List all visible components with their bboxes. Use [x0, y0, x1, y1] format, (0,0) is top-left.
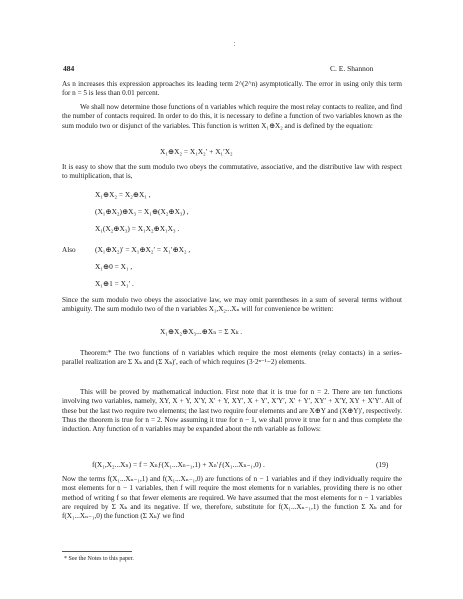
paragraph-3: It is easy to show that the sum modulo two obeys the commutative, associative, and the distributive law with respect to multiplication, that is, — [62, 163, 402, 181]
equation-expansion: f(X₁,X₂...Xₙ) = f = Xₙƒ(X₁...Xₙ₋₁,1) + Xₙ′ƒ(X₁...Xₙ₋₁,0) . — [92, 460, 265, 469]
scan-specks — [234, 40, 236, 48]
also-label: Also — [62, 246, 76, 254]
equation-distributive: X₁(X₂⊕X₃) = X₁X₂⊕X₁X₃ . — [95, 224, 180, 233]
paragraph-proof: This will be proved by mathematical induction. First note that it is true for n = 2. There are ten functions involving two variables, namely, XY, X + Y, X′Y, X′ + Y, XY′, X + Y′, X′Y′, X′ + Y′, XY′ + X′Y, XY + X′Y′. All of these but the last two require two elements; the last two require four elements and are X⊕Y and (X⊕Y)′, respectively. Thus the theorem is true for n = 2. Now assuming it true for n − 1, we shall prove it true for n and thus complete the induction. Any function of n variables may be expanded about the nth variable as follows: — [62, 388, 403, 434]
equation-associative: (X₁⊕X₂)⊕X₃ = X₁⊕(X₂⊕X₃) , — [95, 207, 189, 216]
paragraph-final: Now the terms f(X₁...Xₙ₋₁,1) and f(X₁...Xₙ₋₁,0) are functions of n − 1 variables and if they individually require the most elements for n − 1 variables, then f will require the most elements for n variables, providing there is no other method of writing f so that fewer elements are required. We have assumed that the most elements for n − 1 variables are required by Σ Xₖ and its negative. If we, therefore, substitute for f(X₁...Xₙ₋₁,1) the function Σ Xₖ and for f(X₁...Xₙ₋₁,0) the function (Σ Xₖ)′ we find — [62, 475, 402, 521]
equation-nsum: X₁⊕X₂⊕X₃...⊕Xₙ = Σ Xₖ . — [160, 327, 243, 336]
equation-number: (19) — [376, 460, 389, 469]
running-head-author: C. E. Shannon — [330, 64, 374, 73]
equation-commutative: X₁⊕X₂ = X₂⊕X₁ , — [95, 190, 151, 199]
page-number: 484 — [63, 64, 75, 73]
footnote: * See the Notes to this paper. — [64, 556, 134, 562]
equation-definition: X₁⊕X₂ = X₁X₂′ + X₁′X₂ — [160, 147, 233, 156]
paragraph-4: Since the sum modulo two obeys the associative law, we may omit parentheses in a sum of several terms without ambiguity. The sum modulo two of the n variables X₁,X₂...Xₙ will for convenience be written: — [62, 296, 402, 314]
equation-negation: (X₁⊕X₂)′ = X₁⊕X₂′ = X₁′⊕X₂ , — [95, 245, 191, 254]
theorem-paragraph: Theorem:* The two functions of n variables which require the most elements (relay contacts) in a series-parallel realization are Σ Xₖ and (Σ Xₖ)′, each of which requires (3·2ⁿ⁻¹−2) elements. — [62, 349, 402, 367]
paragraph-1: As n increases this expression approaches its leading term 2^(2^n) asymptotically. The error in using only this term for n = 5 is less than 0.01 percent. — [62, 80, 402, 98]
paragraph-2: We shall now determine those functions of n variables which require the most relay contacts to realize, and find the number of contacts required. In order to do this, it is necessary to define a function of two variables known as the sum modulo two or disjunct of the variables. This function is written X₁⊕X₂ and is defined by the equation: — [62, 103, 402, 130]
equation-one: X₁⊕1 = X₁′ . — [95, 279, 134, 288]
equation-zero: X₁⊕0 = X₁ , — [95, 262, 133, 271]
footnote-rule — [62, 551, 132, 552]
